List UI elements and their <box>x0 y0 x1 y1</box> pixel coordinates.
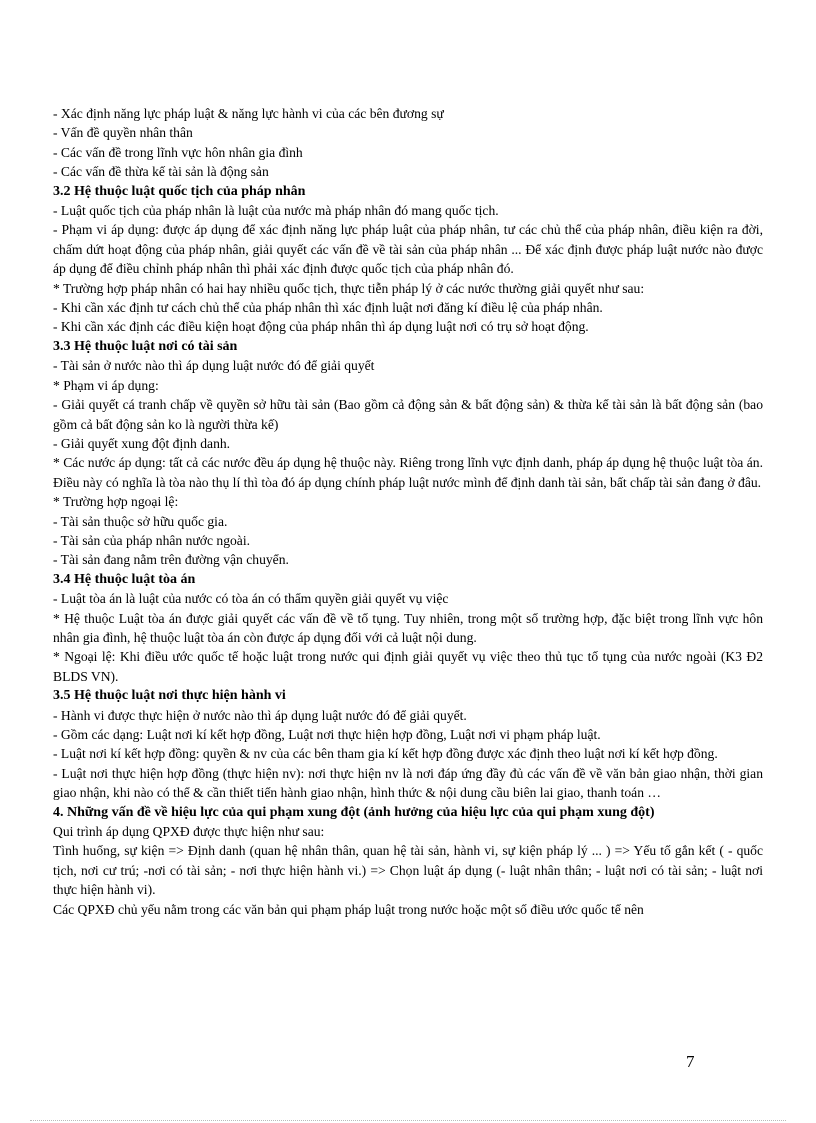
paragraph: - Luật tòa án là luật của nước có tòa án có thẩm quyền giải quyết vụ việc <box>53 591 449 607</box>
paragraph: - Luật nơi kí kết hợp đồng: quyền & nv của các bên tham gia kí kết hợp đồng được xác định theo luật nơi kí kết hợp đồng. <box>53 746 718 762</box>
paragraph: - Tài sản đang nằm trên đường vận chuyển. <box>53 552 289 568</box>
footer-divider <box>30 1120 786 1121</box>
paragraph: Các QPXĐ chủ yếu nằm trong các văn bản qui phạm pháp luật trong nước hoặc một số điều ước quốc tế nên <box>53 901 644 917</box>
paragraph: * Phạm vi áp dụng: <box>53 377 159 393</box>
paragraph: - Tài sản của pháp nhân nước ngoài. <box>53 532 251 548</box>
paragraph: - Các vấn đề thừa kế tài sản là động sản <box>53 164 269 180</box>
section-heading: 3.5 Hệ thuộc luật nơi thực hiện hành vi <box>53 688 286 704</box>
paragraph: * Các nước áp dụng: tất cả các nước đều áp dụng hệ thuộc này. Riêng trong lĩnh vực định danh, pháp áp dụng hệ thuộc luật tòa án. Điều này có nghĩa là tòa nào thụ lí thì tòa đó áp dụng chính pháp luật nước mình để định danh tài sản, bất chấp tài sản đang ở đâu. <box>53 455 763 490</box>
section-heading: 3.4 Hệ thuộc luật tòa án <box>53 571 196 587</box>
page-number: 7 <box>686 1052 695 1071</box>
paragraph: - Hành vi được thực hiện ở nước nào thì áp dụng luật nước đó để giải quyết. <box>53 707 467 723</box>
paragraph: - Giải quyết xung đột định danh. <box>53 435 231 451</box>
paragraph: Qui trình áp dụng QPXĐ được thực hiện như sau: <box>53 824 325 840</box>
paragraph: - Các vấn đề trong lĩnh vực hôn nhân gia đình <box>53 144 303 160</box>
paragraph: - Khi cần xác định tư cách chủ thể của pháp nhân thì xác định luật nơi đăng kí điều lệ của pháp nhân. <box>53 300 603 316</box>
paragraph: * Trường hợp ngoại lệ: <box>53 494 179 510</box>
paragraph: Tình huống, sự kiện => Định danh (quan hệ nhân thân, quan hệ tài sản, hành vi, sự kiện pháp lý ... ) => Yếu tố gắn kết ( - quốc tịch, nơi cư trú; -nơi có tài sản; - nơi thực hiện hành vi.) => Chọn luật áp dụng (- luật nhân thân; - luật nơi có tài sản; - luật nơi thực hiện hành vi). <box>53 843 763 898</box>
paragraph: - Phạm vi áp dụng: được áp dụng để xác định năng lực pháp luật của pháp nhân, tư các chủ thể của pháp nhân, điều kiện ra đời, chấm dứt hoạt động của pháp nhân, giải quyết các vấn đề về tài sản của pháp nhân ... Để xác định được pháp luật nước nào được áp dụng để điều chỉnh pháp nhân thì phải xác định được quốc tịch của pháp nhân đó. <box>53 222 763 277</box>
paragraph: - Khi cần xác định các điều kiện hoạt động của pháp nhân thì áp dụng luật nơi có trụ sở hoạt động. <box>53 319 589 335</box>
paragraph: - Giải quyết cá tranh chấp về quyền sở hữu tài sản (Bao gồm cả động sản & bất động sản) & thừa kế tài sản là bất động sản (bao gồm cả bất động sản ko là người thừa kế) <box>53 397 763 432</box>
section-heading: 3.2 Hệ thuộc luật quốc tịch của pháp nhân <box>53 183 306 199</box>
section-heading: 3.3 Hệ thuộc luật nơi có tài sản <box>53 338 238 354</box>
page-content <box>53 104 763 919</box>
section-heading: 4. Những vấn đề về hiệu lực của qui phạm xung đột (ảnh hưởng của hiệu lực của qui phạm xung đột) <box>53 804 655 820</box>
paragraph: - Tài sản ở nước nào thì áp dụng luật nước đó để giải quyết <box>53 358 375 374</box>
paragraph: - Luật nơi thực hiện hợp đồng (thực hiện nv): nơi thực hiện nv là nơi đáp ứng đầy đủ các vấn đề về văn bản giao nhận, thời gian giao nhận, khi nào có thể & cần thiết tiến hành giao nhận, hình thức & nội dung cầu biên lai giao, thanh toán … <box>53 765 763 801</box>
paragraph: * Hệ thuộc Luật tòa án được giải quyết các vấn đề về tố tụng. Tuy nhiên, trong một số trường hợp, đặc biệt trong lĩnh vực hôn nhân gia đình, hệ thuộc luật tòa án còn được áp dụng đối với cả luật nội dung. <box>53 610 763 645</box>
paragraph: - Luật quốc tịch của pháp nhân là luật của nước mà pháp nhân đó mang quốc tịch. <box>53 203 499 219</box>
paragraph: - Vấn đề quyền nhân thân <box>53 125 193 141</box>
paragraph: - Xác định năng lực pháp luật & năng lực hành vi của các bên đương sự <box>53 106 444 121</box>
paragraph: * Trường hợp pháp nhân có hai hay nhiều quốc tịch, thực tiễn pháp lý ở các nước thường giải quyết như sau: <box>53 280 645 296</box>
paragraph: - Tài sản thuộc sở hữu quốc gia. <box>53 513 228 529</box>
paragraph: - Gồm các dạng: Luật nơi kí kết hợp đồng, Luật nơi thực hiện hợp đồng, Luật nơi vi phạm pháp luật. <box>53 727 601 742</box>
paragraph: * Ngoại lệ: Khi điều ước quốc tế hoặc luật trong nước qui định giải quyết vụ việc theo thủ tục tố tụng của nước ngoài (K3 Đ2 BLDS VN). <box>53 649 763 684</box>
